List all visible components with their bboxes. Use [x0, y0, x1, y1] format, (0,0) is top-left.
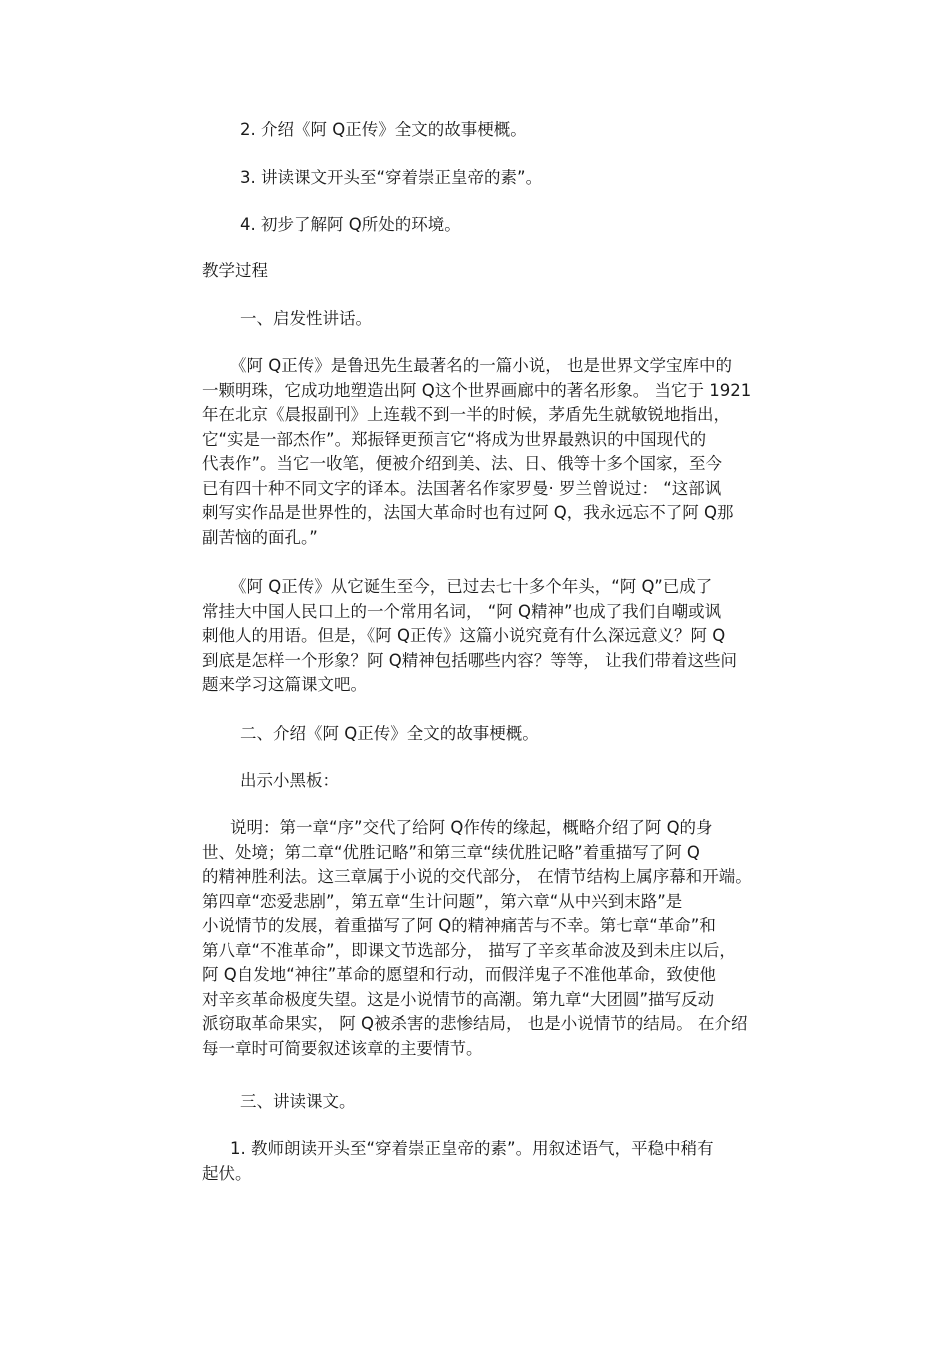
paragraph-line: 副苦恼的面孔。” — [202, 527, 318, 547]
paragraph-line: 刺他人的用语。但是，《阿 Q正传》这篇小说究竟有什么深远意义？阿 Q — [202, 626, 726, 645]
board-label: 出示小黑板： — [240, 771, 339, 790]
section3-heading: 三、讲读课文。 — [240, 1092, 356, 1111]
paragraph-line: 世、处境；第二章“优胜记略”和第三章“续优胜记略”着重描写了阿 Q — [202, 842, 700, 862]
section2-heading: 二、介绍《阿 Q正传》全文的故事梗概。 — [240, 724, 539, 743]
paragraph-line: 到底是怎样一个形象？阿 Q精神包括哪些内容？等等， 让我们带着这些问 — [202, 650, 737, 670]
paragraph-line: 起伏。 — [202, 1163, 252, 1183]
paragraph-line: 对辛亥革命极度失望。这是小说情节的高潮。第九章“大团圆”描写反动 — [202, 989, 715, 1009]
objective-3: 3. 讲读课文开头至“穿着崇正皇帝的素”。 — [240, 168, 543, 187]
paragraph-line: 常挂大中国人民口上的一个常用名词， “阿 Q精神”也成了我们自嘲或讽 — [202, 601, 722, 621]
paragraph-line: 已有四十种不同文字的译本。法国著名作家罗曼· 罗兰曾说过： “这部讽 — [202, 478, 722, 498]
paragraph-line: 年在北京《晨报副刊》上连载不到一半的时候，茅盾先生就敏锐地指出， — [202, 405, 730, 424]
paragraph-line: 《阿 Q正传》从它诞生至今，已过去七十多个年头，“阿 Q”已成了 — [230, 577, 713, 596]
paragraph-line: 题来学习这篇课文吧。 — [202, 675, 367, 694]
paragraph-line: 第八章“不准革命”，即课文节选部分， 描写了辛亥革命波及到未庄以后， — [202, 940, 736, 960]
section1-heading: 一、启发性讲话。 — [240, 309, 372, 328]
paragraph-line: 小说情节的发展，着重描写了阿 Q的精神痛苦与不幸。第七章“革命”和 — [202, 916, 716, 935]
paragraph-line: 它“实是一部杰作”。郑振铎更预言它“将成为世界最熟识的中国现代的 — [202, 429, 707, 449]
paragraph-line: 阿 Q自发地“神往”革命的愿望和行动，而假洋鬼子不准他革命，致使他 — [202, 965, 716, 984]
section1-paragraph-2 — [202, 575, 817, 698]
paragraph-line: 代表作”。当它一收笔，便被介绍到美、法、日、俄等十多个国家，至今 — [202, 454, 723, 473]
paragraph-line: 刺写实作品是世界性的，法国大革命时也有过阿 Q，我永远忘不了阿 Q那 — [202, 503, 734, 522]
paragraph-line: 说明：第一章“序”交代了给阿 Q作传的缘起，概略介绍了阿 Q的身 — [230, 818, 713, 837]
process-heading: 教学过程 — [202, 261, 268, 280]
paragraph-line: 的精神胜利法。这三章属于小说的交代部分， 在情节结构上属序幕和开端。 — [202, 867, 752, 886]
objective-2: 2. 介绍《阿 Q正传》全文的故事梗概。 — [240, 120, 527, 139]
section1-paragraph-1 — [202, 354, 817, 550]
paragraph-line: 派窃取革命果实， 阿 Q被杀害的悲惨结局， 也是小说情节的结局。 在介绍 — [202, 1014, 748, 1033]
paragraph-line: 第四章“恋爱悲剧”，第五章“生计问题”，第六章“从中兴到末路”是 — [202, 891, 683, 911]
section2-paragraph — [202, 816, 817, 1061]
section3-paragraph — [202, 1137, 817, 1186]
paragraph-line: 1. 教师朗读开头至“穿着崇正皇帝的素”。用叙述语气，平稳中稍有 — [230, 1139, 714, 1158]
objective-4: 4. 初步了解阿 Q所处的环境。 — [240, 215, 461, 234]
paragraph-line: 《阿 Q正传》是鲁迅先生最著名的一篇小说， 也是世界文学宝库中的 — [230, 356, 732, 375]
paragraph-line: 每一章时可简要叙述该章的主要情节。 — [202, 1038, 483, 1058]
paragraph-line: 一颗明珠，它成功地塑造出阿 Q这个世界画廊中的著名形象。 当它于 1921 — [202, 380, 752, 400]
